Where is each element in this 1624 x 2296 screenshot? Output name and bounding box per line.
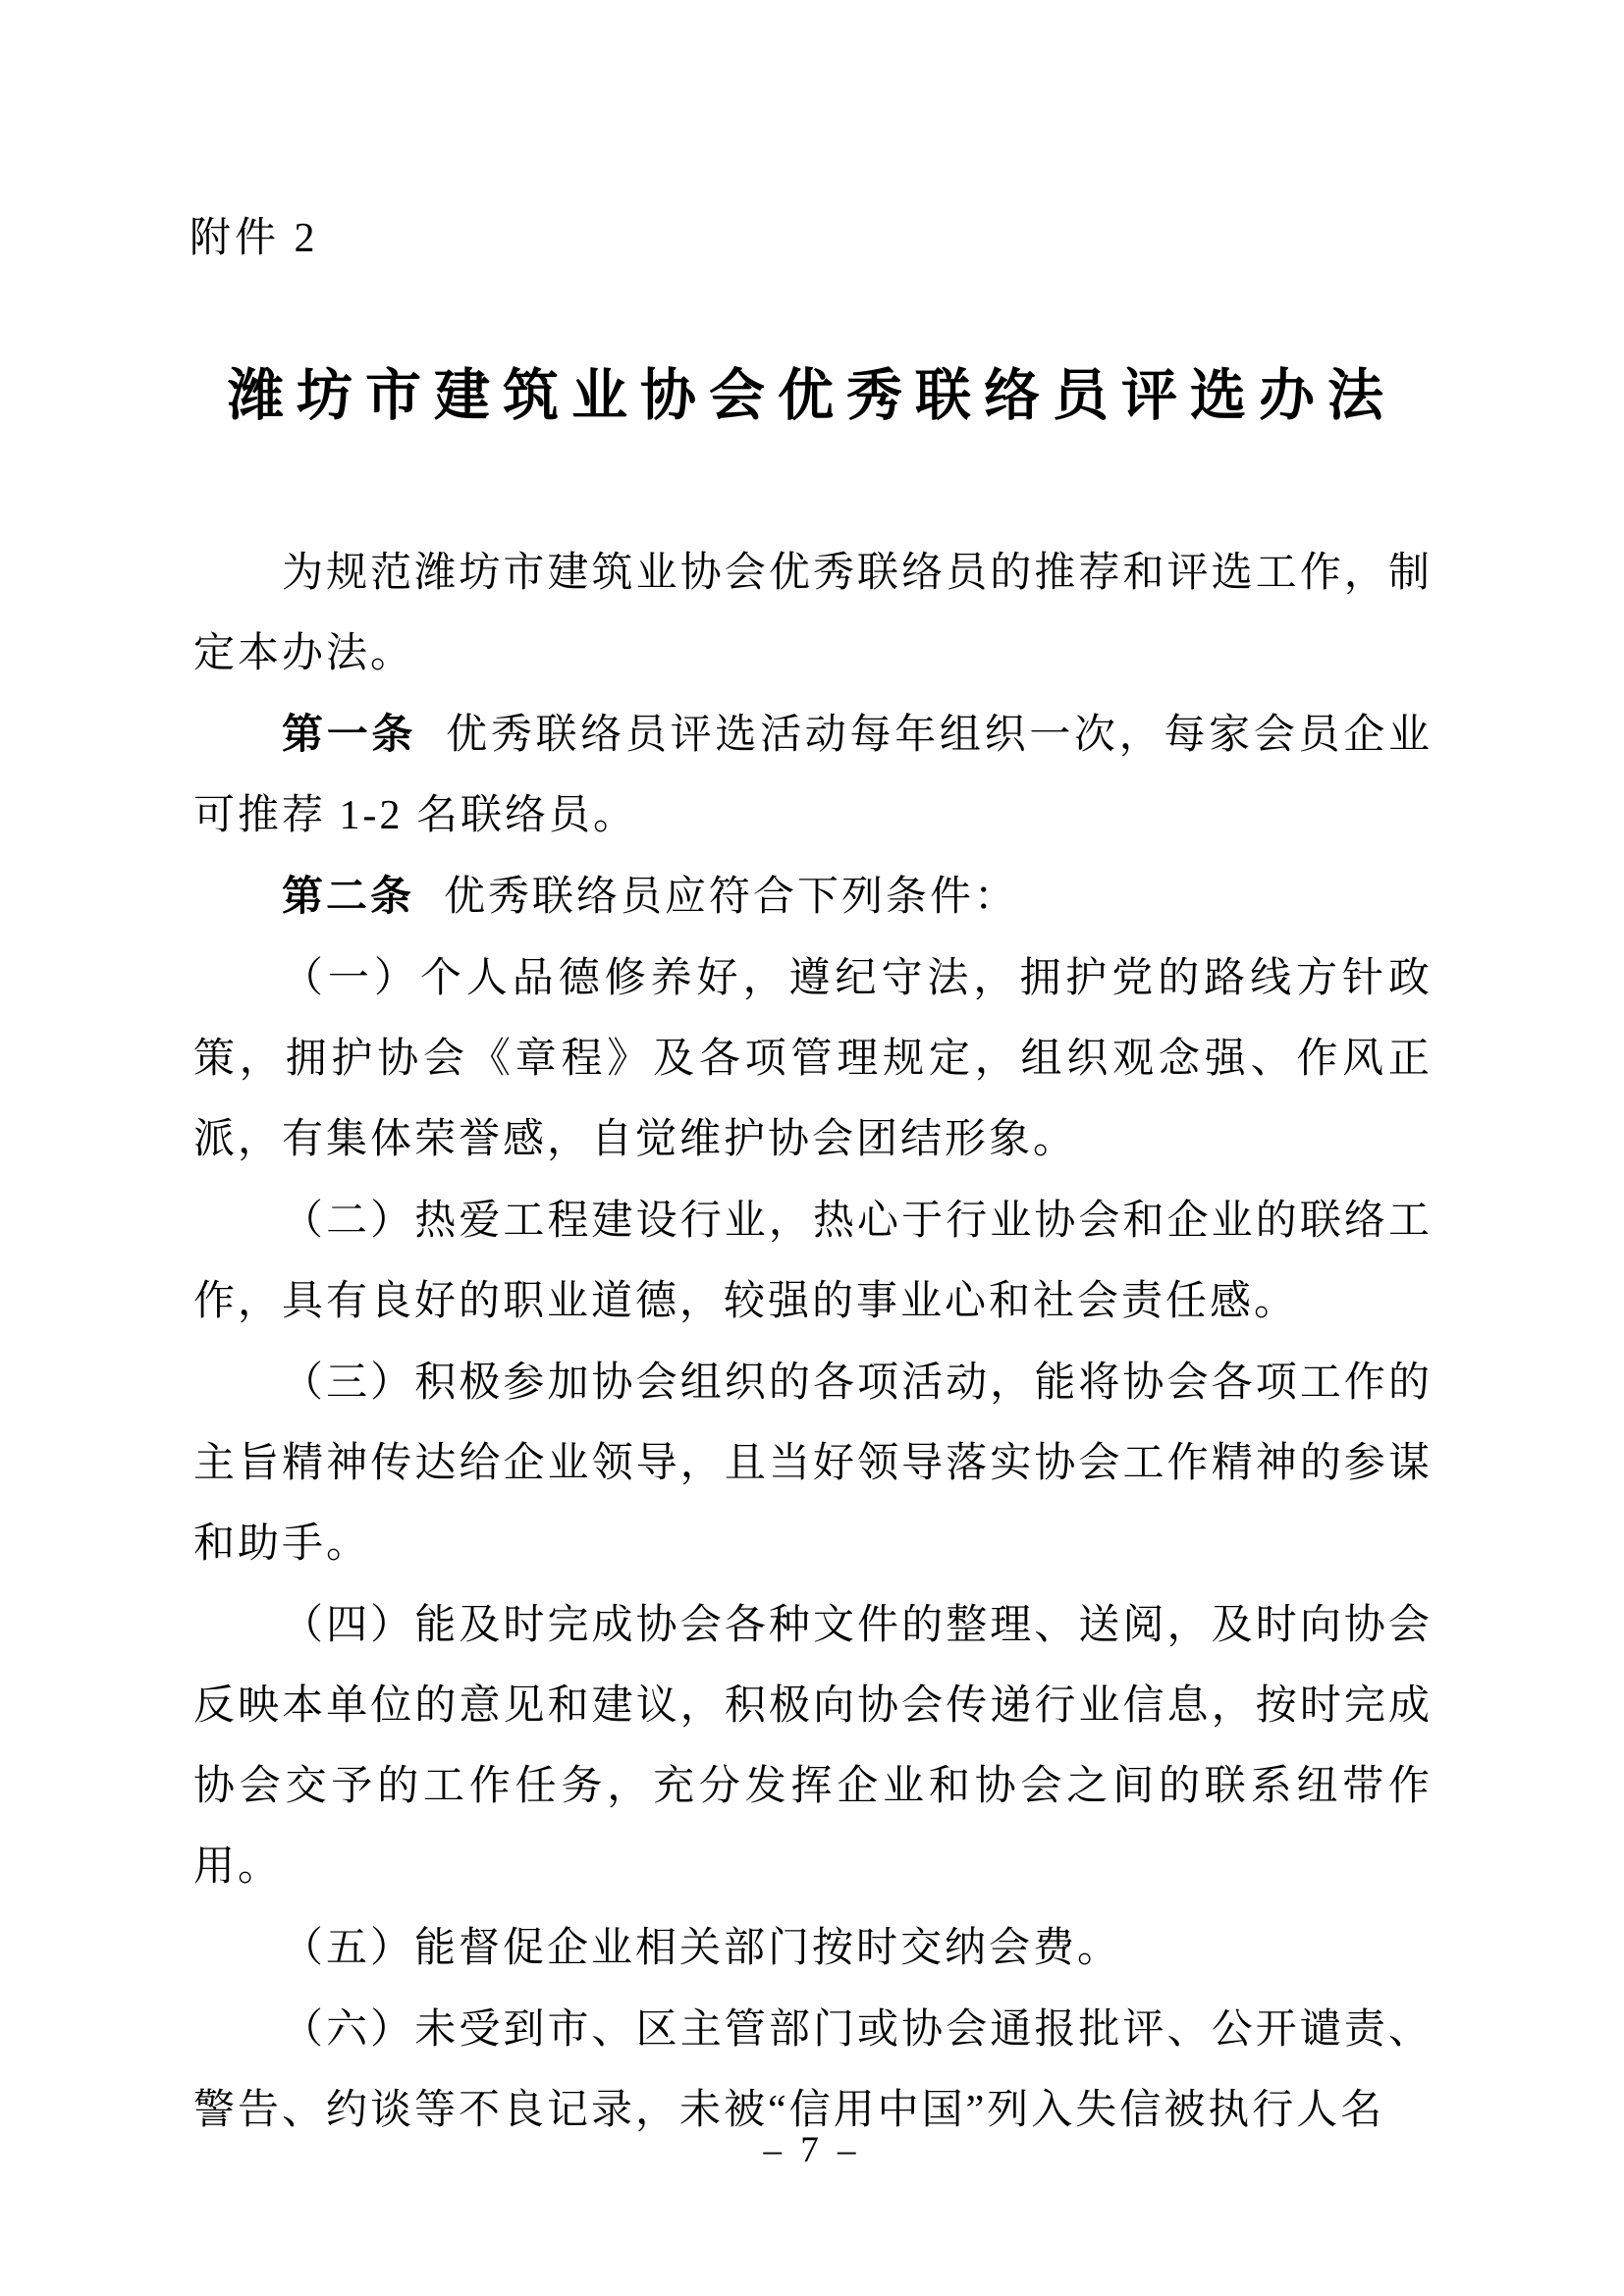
paragraph-item-6 [193, 1989, 1433, 2151]
paragraph-text: 优秀联络员应符合下列条件： [444, 875, 1019, 920]
paragraph-text: （六）未受到市、区主管部门或协会通报批评、公开谴责、警告、约谈等不良记录，未被“信用中国”列入失信被执行人名 [193, 2007, 1433, 2133]
paragraph-item-2 [193, 1180, 1433, 1342]
paragraph-intro [193, 532, 1433, 694]
paragraph-text: 为规范潍坊市建筑业协会优秀联络员的推荐和评选工作，制定本办法。 [193, 551, 1433, 676]
paragraph-text: （四）能及时完成协会各种文件的整理、送阅，及时向协会反映本单位的意见和建议，积极向协会传递行业信息，按时完成协会交予的工作任务，充分发挥企业和协会之间的联系纽带作用。 [193, 1603, 1433, 1890]
paragraph-text: 优秀联络员评选活动每年组织一次，每家会员企业可推荐 1-2 名联络员。 [193, 713, 1433, 838]
paragraph-text: （三）积极参加协会组织的各项活动，能将协会各项工作的主旨精神传达给企业领导，且当好领导落实协会工作精神的参谋和助手。 [193, 1361, 1433, 1567]
paragraph-item-1 [193, 937, 1433, 1180]
paragraph-item-4 [193, 1584, 1433, 1907]
paragraph-article-2 [193, 856, 1433, 937]
paragraph-text: （一）个人品德修养好，遵纪守法，拥护党的路线方针政策，拥护协会《章程》及各项管理规定，组织观念强、作风正派，有集体荣誉感，自觉维护协会团结形象。 [193, 956, 1433, 1162]
paragraph-text: （二）热爱工程建设行业，热心于行业协会和企业的联络工作，具有良好的职业道德，较强的事业心和社会责任感。 [193, 1199, 1433, 1324]
paragraph-text: （五）能督促企业相关部门按时交纳会费。 [282, 1926, 1122, 1971]
paragraph-label: 第一条 [282, 711, 417, 757]
paragraph-label: 第二条 [282, 873, 415, 919]
attachment-label: 附件 2 [189, 216, 319, 261]
paragraph-article-1 [193, 694, 1433, 856]
paragraph-item-3 [193, 1342, 1433, 1584]
document-title: 潍坊市建筑业协会优秀联络员评选办法 [228, 364, 1396, 427]
paragraph-item-5 [193, 1907, 1433, 1989]
page-number: – 7 – [763, 2130, 861, 2170]
document-body [193, 532, 1433, 2151]
